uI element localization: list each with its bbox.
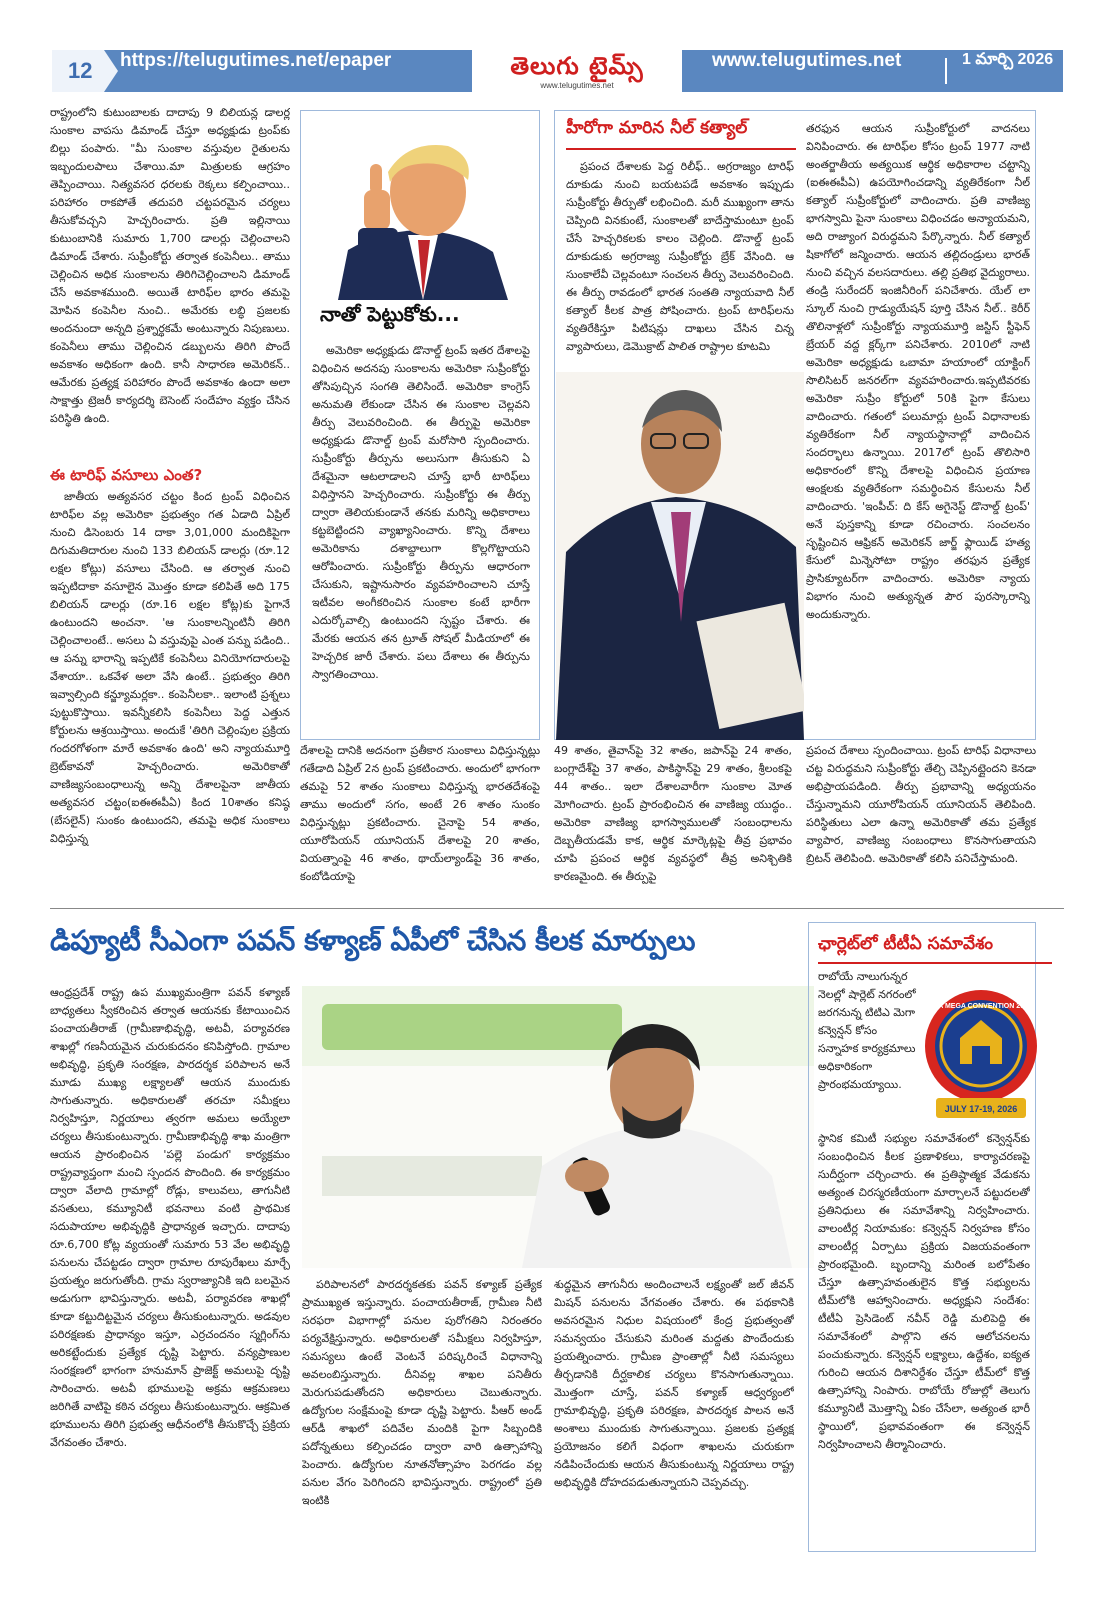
article-tariff-intro — [50, 104, 290, 462]
article-col3-lower — [554, 742, 792, 892]
paragraph: దేశాలపై దానికి అదనంగా ప్రతీకార సుంకాలు విధిస్తున్నట్లు గతేడాది ఏప్రిల్ 2న ట్రంప్ ప్రకటించారు. అందులో భాగంగా తమపై 52 శాతం సుంకాలు విధిస్తున్న భారతదేశంపై తాము అందులో సగం, అంటే 26 శాతం సుంకం విధిస్తున్నట్లు ప్రకటించారు. చైనాపై 54 శాతం, యూరోపియన్ యూనియన్ దేశాలపై 20 శాతం, వియత్నాంపై 46 శాతం, థాయ్‌ల్యాండ్‌పై 36 శాతం, కంబోడియాపై — [300, 744, 540, 883]
page-header — [52, 50, 1063, 92]
paragraph: శుద్ధమైన తాగునీరు అందించాలనే లక్ష్యంతో జల్ జీవన్ మిషన్ పనులను వేగవంతం చేశారు. ఈ పథకానికి అవసరమైన నిధుల విషయంలో కేంద్ర ప్రభుత్వంతో సమన్వయం చేసుకుని మరింత మద్దతు పొందేందుకు ప్రయత్నించారు. గ్రామీణ ప్రాంతాల్లో నీటి సమస్యలు తీర్చడానికి దీర్ఘకాలిక చర్యలు కొనసాగుతున్నాయి. మొత్తంగా చూస్తే, పవన్ కళ్యాణ్ ఆధ్వర్యంలో గ్రామాభివృద్ధి, ప్రకృతి పరిరక్షణ, పారదర్శక పాలన అనే అంశాలు ముందుకు సాగుతున్నాయి. ప్రజలకు ప్రత్యక్ష ప్రయోజనం కలిగే విధంగా శాఖలను చురుకుగా నడిపించేందుకు ఆయన తీసుకుంటున్న నిర్ణయాలు రాష్ట్ర అభివృద్ధికి దోహదపడుతున్నాయని చెప్పవచ్చు. — [554, 1278, 794, 1489]
pawan-kalyan-photo — [302, 986, 814, 1268]
paragraph: స్థానిక కమిటీ సభ్యుల సమావేశంలో కన్వెన్షన్‌కు సంబంధించిన కీలక ప్రణాళికలు, కార్యాచరణపై సుదీర్ఘంగా చర్చించారు. ఈ ప్రతిష్ఠాత్మక వేడుకను అత్యంత చిరస్మరణీయంగా మార్చాలనే పట్టుదలతో ప్రతినిధులు ఈ సమావేశాన్ని నిర్వహించారు. వాలంటీర్ల నియామకం: కన్వెన్షన్ నిర్వహణ కోసం వాలంటీర్ల ఏర్పాటు ప్రక్రియ విజయవంతంగా ప్రారంభమైంది. బృందాన్ని మరింత బలోపేతం చేస్తూ ఉత్సాహవంతులైన కొత్త సభ్యులను టీమ్‌లోకి ఆహ్వానించారు. అధ్యక్షుని సందేశం: టీటీఏ ప్రెసిడెంట్ నవీన్ రెడ్డి మలిపెద్ది ఈ సమావేశంలో పాల్గొని తన ఆలోచనలను పంచుకున్నారు. కన్వెన్షన్ లక్ష్యాలు, ఉద్దేశం, ఐక్యత గురించి ఆయన దిశానిర్దేశం చేస్తూ టీమ్‌లో కొత్త ఉత్సాహాన్ని నింపారు. రాబోయే రోజుల్లో తెలుగు కమ్యూనిటీ మొత్తాన్ని ఏకం చేసేలా, అత్యంత భారీ స్థాయిలో, ప్రభావవంతంగా ఈ కన్వెన్షన్ నిర్వహించాలని తీర్మానించారు. — [818, 1132, 1030, 1451]
section-divider — [50, 908, 1064, 909]
paragraph: పరిపాలనలో పారదర్శకతకు పవన్ కళ్యాణ్ ప్రత్యేక ప్రాముఖ్యత ఇస్తున్నారు. పంచాయతీరాజ్, గ్రామీణ నీటి సరఫరా విభాగాల్లో పనుల పురోగతిని నిరంతరం పర్యవేక్షిస్తున్నారు. అధికారులతో సమీక్షలు నిర్వహిస్తూ, సమస్యలు ఉంటే వెంటనే పరిష్కరించే విధానాన్ని అవలంబిస్తున్నారు. దీనివల్ల శాఖల పనితీరు మెరుగుపడుతోందని అధికారులు చెబుతున్నారు. ఉద్యోగుల సంక్షేమంపై కూడా దృష్టి పెట్టారు. పీఆర్ అండ్ ఆర్‌డీ శాఖలో పదివేల మందికి పైగా సిబ్బందికి పదోన్నతులు కల్పించడం ద్వారా వారి ఉత్సాహాన్ని పెంచారు. ఉద్యోగుల నూతనోత్సాహం పెరగడం వల్ల పనుల వేగం పెరిగిందని భావిస్తున్నారు. రాష్ట్రంలో ప్రతి ఇంటికి — [302, 1278, 542, 1507]
logo-date-text: JULY 17-19, 2026 — [944, 1104, 1018, 1114]
masthead-logo — [472, 50, 682, 92]
charlotte-box-title: ఛార్లెట్‌లో టీటీఏ సమావేశం — [818, 934, 994, 954]
neil-box-body-top — [566, 158, 794, 370]
paragraph: 49 శాతం, తైవాన్‌పై 32 శాతం, జపాన్‌పై 24 శాతం, బంగ్లాదేశ్‌పై 37 శాతం, పాకిస్థాన్‌పై 29 శాతం, శ్రీలంకపై 44 శాతం.. ఇలా దేశాలవారీగా సుంకాల మోత మోగించారు. ట్రంప్ ప్రారంభించిన ఈ వాణిజ్య యుద్ధం.. అమెరికా వాణిజ్య భాగస్వాములతో సంబంధాలను దెబ్బతీయడమే కాక, ఆర్థిక మార్కెట్లపై తీవ్ర ప్రభావం చూపి ప్రపంచ ఆర్థిక వ్యవస్థలో తీవ్ర అనిశ్చితికి కారణమైంది. ఈ తీర్పుపై — [554, 744, 792, 883]
charlotte-body-narrow — [818, 968, 918, 1128]
neil-box-body-right — [806, 120, 1030, 732]
paragraph: ఆంధ్రప్రదేశ్ రాష్ట్ర ఉప ముఖ్యమంత్రిగా పవన్ కళ్యాణ్ బాధ్యతలు స్వీకరించిన తర్వాత ఆయనకు కేటాయించిన పంచాయతీరాజ్ (గ్రామీణాభివృద్ధి, అటవీ, పర్యావరణ శాఖల్లో గణనీయమైన చురుకుదనం కనిపిస్తోంది. గ్రామాల అభివృద్ధి, ప్రకృతి సంరక్షణ, పారదర్శక పరిపాలన అనే మూడు ముఖ్య లక్ష్యాలతో ఆయన ముందుకు సాగుతున్నారు. అధికారులతో తరచూ సమీక్షలు నిర్వహిస్తూ, నిర్ణయాలు త్వరగా అమలు అయ్యేలా చర్యలు తీసుకుంటున్నారు. గ్రామీణాభివృద్ధి శాఖ మంత్రిగా ఆయన ప్రారంభించిన 'పల్లె పండుగ' కార్యక్రమం రాష్ట్రవ్యాప్తంగా మంచి స్పందన పొందింది. ఈ కార్యక్రమం ద్వారా వేలాది గ్రామాల్లో రోడ్లు, కాలువలు, తాగునీటి వసతులు, కమ్యూనిటీ భవనాలు వంటి ప్రాథమిక సదుపాయాల అభివృద్ధికి ప్రాధాన్యత ఇచ్చారు. దాదాపు రూ.6,700 కోట్ల వ్యయంతో సుమారు 53 వేల అభివృద్ధి పనులను చేపట్టడం ద్వారా గ్రామాల రూపురేఖలు మార్చే ప్రయత్నం జరుగుతోంది. గ్రామ స్వరాజ్యానికి ఇది బలమైన అడుగుగా భావిస్తున్నారు. అటవీ, పర్యావరణ శాఖల్లో కూడా కట్టుదిట్టమైన చర్యలు తీసుకుంటున్నారు. అడవుల పరిరక్షణకు ప్రాధాన్యం ఇస్తూ, ఎర్రచందనం స్మగ్లింగ్‌ను అరికట్టేందుకు ప్రత్యేక దృష్టి పెట్టారు. వన్యప్రాణుల సంరక్షణలో భాగంగా హనుమాన్ ప్రాజెక్ట్ అమలుపై దృష్టి సారించారు. అటవీ భూములపై అక్రమ ఆక్రమణలు జరిగితే వాటిపై కఠిన చర్యలు తీసుకుంటున్నారు. ఆక్రమిత భూములను తిరిగి ప్రభుత్వ ఆధీనంలోకి తీసుకొచ్చే ప్రక్రియ వేగవంతం చేశారు. — [50, 986, 290, 1449]
subhead-tariff-collection: ఈ టారిఫ్ వసూలు ఎంత? — [50, 466, 203, 484]
masthead-name: తెలుగు టైమ్స్ — [510, 52, 644, 80]
masthead-url: www.telugutimes.net — [540, 81, 614, 90]
pawan-article-col3 — [554, 1276, 794, 1556]
paragraph: రాబోయే నాలుగున్నర నెలల్లో షార్లెట్ నగరంలో జరగనున్న టిటిఎ మెగా కన్వెన్షన్ కోసం సన్నాహక కార్యక్రమాలు అధికారికంగా ప్రారంభమయ్యాయి. — [818, 970, 916, 1091]
paragraph: ప్రపంచ దేశాలకు పెద్ద రిలీఫ్.. అగ్రరాజ్యం టారిఫ్ దూకుడు నుంచి బయటపడే అవకాశం ఇప్పుడు సుప్రీంకోర్టు తీర్పుతో లభించింది. మరీ ముఖ్యంగా తాను చెప్పింది వినకుంటే, సుంకాలతో బాదేస్తామంటూ ట్రంప్ చేసే హెచ్చరికలకు కాలం చెల్లింది. డొనాల్డ్ ట్రంప్ దూకుడుకు అగ్రరాజ్య సుప్రీంకోర్టు బ్రేక్ వేసింది. ఆ సుంకాలేవీ చెల్లవంటూ సంచలన తీర్పు వెలువరించింది. ఈ తీర్పు రావడంలో భారత సంతతి న్యాయవాది నీల్ కత్యాల్ కీలక పాత్ర పోషించారు. ట్రంప్ టారిఫ్‌లను వ్యతిరేకిస్తూ పిటిషన్లు దాఖలు చేసిన చిన్న వ్యాపారులు, డెమొక్రాట్ పాలిత రాష్ట్రాల కూటమి — [566, 160, 794, 353]
paragraph: అమెరికా అధ్యక్షుడు డొనాల్డ్ ట్రంప్ ఇతర దేశాలపై విధించిన అదనపు సుంకాలను అమెరికా సుప్రీంకోర్టు తోసిపుచ్చిన సంగతి తెలిసిందే. అమెరికా కాంగ్రెస్ అనుమతి లేకుండా చేసిన ఈ సుంకాల చెల్లవని తీర్పు వెలువరించింది. ఈ తీర్పుపై అమెరికా అధ్యక్షుడు డొనాల్డ్ ట్రంప్ మరోసారి స్పందించారు. సుప్రీంకోర్టు తీర్పును అలుసుగా తీసుకుని ఏ దేశమైనా ఆటలాడాలని చూస్తే భారీ టారిఫ్‌లు విధిస్తానని హెచ్చరించారు. సుప్రీంకోర్టు ఈ తీర్పు ద్వారా తెలియకుండానే తనకు మరిన్ని అధికారాలు కట్టబెట్టిందని వ్యాఖ్యానించారు. కొన్ని దేశాలు అమెరికాను దశాబ్దాలుగా కొల్లగొట్టాయని ఆరోపించారు. సుప్రీంకోర్టు తీర్పును ఆధారంగా చేసుకుని, ఇష్టానుసారం వ్యవహరించాలని చూస్తే ఇటీవల అంగీకరించిన సుంకాల కంటే భారీగా ఎదుర్కోవాల్సి ఉంటుందని స్పష్టం చేశారు. ఈ మేరకు ఆయన తన ట్రూత్ సోషల్ మీడియాలో ఈ హెచ్చరిక జారీ చేశారు. పలు దేశాలు ఈ తీర్పును స్వాగతించాయి. — [312, 344, 530, 681]
trump-box-body — [312, 342, 530, 732]
title-underline — [566, 148, 796, 150]
article-col2-lower — [300, 742, 540, 892]
pawan-article-headline: డిప్యూటీ సీఎంగా పవన్ కళ్యాణ్ ఏపీలో చేసిన కీలక మార్పులు — [50, 924, 695, 957]
pawan-article-col2 — [302, 1276, 542, 1556]
trump-photo — [318, 120, 528, 300]
tta-convention-logo — [922, 984, 1040, 1126]
neil-katyal-photo — [556, 372, 804, 740]
title-underline — [818, 962, 1052, 964]
chevron-right-icon — [104, 50, 118, 92]
pawan-article-col1 — [50, 984, 290, 1554]
article-col4-lower — [806, 742, 1036, 892]
trump-box-title: నాతో పెట్టుకోకు... — [320, 302, 460, 326]
paragraph: రాష్ట్రంలోని కుటుంబాలకు దాదాపు 9 బిలియన్ల డాలర్ల సుంకాల వాపసు డిమాండ్ చేస్తూ అధ్యక్షుడు ట్రంప్‌కు బిల్లు పంపారు. "మీ సుంకాల వస్తువుల రైతులను ఇబ్బందులపాలు చేశాయి.మా మిత్రులకు ఆగ్రహం తెప్పించాయి. నిత్యవసర ధరలకు రెక్కలు కల్పించాయి.. పరిహారం రాకపోతే తదుపరి చట్టపరమైన చర్యలు తీసుకోవచ్చని హెచ్చరించారు. ప్రతి ఇల్లినాయి కుటుంబానికి సుమారు 1,700 డాలర్లు చెల్లించాలని డిమాండ్ చేశారు. సుప్రీంకోర్టు తర్వాత కంపెనీలు.. తాము చెల్లించిన అధిక సుంకాలను తిరిగిచెల్లించాలని డిమాండ్ చేసే అవకాశముంది. అయితే టారిఫ్‌ల భారం తమపై మోపిన కంపెనీల నుంచి.. అమేరకు లబ్ధి ప్రజలకు అందనుందా అన్నది ప్రశ్నార్థకమే అంటున్నారు నిపుణులు. కంపెనీలు తాము చెల్లించిన డబ్బులను తిరిగి పొందే అవకాశం అధికంగా ఉంది. కానీ సాధారణ అమెరికన్.. ఆమేరకు ప్రత్యక్ష పరిహారం పొందే అవకాశం ఉందా అలా సాక్షాత్తు ట్రెజరీ కార్యదర్శి బెసెంట్ సందేహం వ్యక్తం చేసిన పరిస్థితి ఉంది. — [50, 106, 290, 425]
paragraph: తరఫున ఆయన సుప్రీంకోర్టులో వాదనలు వినిపించారు. ఈ టారిఫ్‌ల కోసం ట్రంప్ 1977 నాటి అంతర్జాతీయ అత్యయిక ఆర్థిక అధికారాల చట్టాన్ని (ఐఈఈపీఏ) ఉపయోగించడాన్ని వ్యతిరేకంగా నీల్ కత్యాల్ సుప్రీంకోర్టులో వాదించారు. ప్రతి వాణిజ్య భాగస్వామి పైనా సుంకాలు విధించడం అన్యాయమని, అది రాజ్యాంగ విరుద్ధమని పేర్కొన్నారు. నీల్ కత్యాల్ షికాగోలో జన్మించారు. ఆయన తల్లిదండ్రులు భారత్ నుంచి వచ్చిన వలసదారులు. తల్లి ప్రతిభ వైద్యురాలు. తండ్రి సురేందర్ ఇంజినీరింగ్ పనిచేశారు. యేల్ లా స్కూల్ నుంచి గ్రాడ్యుయేషన్ పూర్తి చేసిన నీల్.. కెరీర్ తొలినాళ్లలో సుప్రీంకోర్టు న్యాయమూర్తి జస్టిస్ స్టీఫెన్ బ్రేయర్ వద్ద క్లర్క్‌గా పనిచేశారు. 2010లో నాటి అమెరికా అధ్యక్షుడు ఒబామా హయాంలో యాక్టింగ్ సొలిసిటర్ జనరల్‌గా వ్యవహరించారు.ఇప్పటివరకు అమెరికా సుప్రీం కోర్టులో 50కి పైగా కేసులు వాదించారు. గతంలో పలుమార్లు ట్రంప్ విధానాలకు వ్యతిరేకంగా నీల్ న్యాయస్థానాల్లో వాదించిన సందర్భాలు ఉన్నాయి. 2017లో ట్రంప్ తొలిసారి అధికారంలో కొన్ని దేశాలపై విధించిన ప్రయాణ ఆంక్షలకు వ్యతిరేకంగా సమర్థించిన కేసులను నీల్ వాదించారు. 'ఇంపీచ్: ది కేస్ అగైనెస్ట్ డొనాల్డ్ ట్రంప్' అనే పుస్తకాన్ని కూడా రచించారు. సంచలనం సృష్టించిన ఆఫ్రికన్ అమెరికన్ జార్జ్ ఫ్లాయిడ్ హత్య కేసులో మిన్నెసోటా రాష్ట్రం తరఫున ప్రత్యేక ప్రాసిక్యూటర్‌గా వాదించారు. అమెరికా న్యాయ విభాగం నుంచి అత్యున్నత పౌర పురస్కారాన్ని అందుకున్నారు. — [806, 122, 1030, 621]
issue-date: 1 మార్చి 2026 — [962, 51, 1054, 68]
paragraph: ప్రపంచ దేశాలు స్పందించాయి. ట్రంప్ టారిఫ్ విధానాలు చట్ట విరుద్ధమని సుప్రీంకోర్టు తేల్చి చెప్పినట్లైందని కెనడా అభిప్రాయపడింది. తీర్పు ప్రభావాన్ని అధ్యయనం చేస్తున్నామని యూరోపియన్ యూనియన్ తెలిపింది. పరిస్థితులు ఎలా ఉన్నా అమెరికాతో తమ ప్రత్యేక వ్యాపార, వాణిజ్య సంబంధాలు కొనసాగుతాయని బ్రిటన్ తెలిపింది. అమెరికాతో కలిసి పనిచేస్తామంది. — [806, 744, 1036, 865]
page-number: 12 — [52, 50, 104, 92]
article-tariff-body — [50, 488, 290, 892]
logo-top-text: TTA MEGA CONVENTION 2026 — [930, 1003, 1032, 1010]
neil-box-title: హీరోగా మారిన నీల్ కత్యాల్ — [566, 118, 748, 138]
header-divider — [945, 58, 947, 84]
epaper-link[interactable]: https://telugutimes.net/epaper — [120, 50, 392, 71]
site-link[interactable]: www.telugutimes.net — [712, 50, 902, 71]
charlotte-body — [818, 1130, 1030, 1546]
paragraph: జాతీయ అత్యవసర చట్టం కింద ట్రంప్ విధించిన టారిఫ్‌ల వల్ల అమెరికా ప్రభుత్వం గత ఏడాది ఏప్రిల్ నుంచి డిసెంబరు 14 దాకా 3,01,000 మందికిపైగా దిగుమతిదారుల నుంచి 133 బిలియన్ డాలర్లు (రూ.12 లక్షల కోట్లు) వసూలు చేసింది. ఆ తర్వాత నుంచి ఇప్పటిదాకా వసూలైన మొత్తం కూడా కలిపితే అది 175 బిలియన్ డాలర్లు (రూ.16 లక్షల కోట్ల)కు పైగానే ఉంటుందని అంచనా. 'ఆ సుంకాలన్నింటినీ తిరిగి చెల్లించాలంటే.. అసలు ఏ వస్తువుపై ఎంత పన్ను పడింది.. ఆ పన్ను భారాన్ని ఇప్పటికే కంపెనీలు వినియోగదారులపై వేశాయా.. ఒకవేళ అలా వేసి ఉంటే.. ప్రభుత్వం తిరిగి ఇవ్వాల్సింది కన్జ్యూమర్లకా.. కంపెనీలకా.. ఇలాంటి ప్రశ్నలు పుట్టుకొస్తాయి. ఇవన్నీకలిసి కంపెనీలు పెద్ద ఎత్తున కోర్టులను ఆశ్రయిస్తాయి. అందుకే 'తిరిగి చెల్లింపుల ప్రక్రియ గందరగోళంగా మారే అవకాశం ఉంది' అని న్యాయమూర్తి బ్రెట్‌కావనో హెచ్చరించారు. అమెరికాతో వాణిజ్యసంబంధాలున్న అన్ని దేశాలపైనా జాతీయ అత్యవసర చట్టం(ఐఈఈపీఏ) కింద 10శాతం కనిష్ఠ (బేసలైన్) సుంకం ఉంటుందని, తమపై అధిక సుంకాలు విధిస్తున్న — [50, 490, 290, 845]
